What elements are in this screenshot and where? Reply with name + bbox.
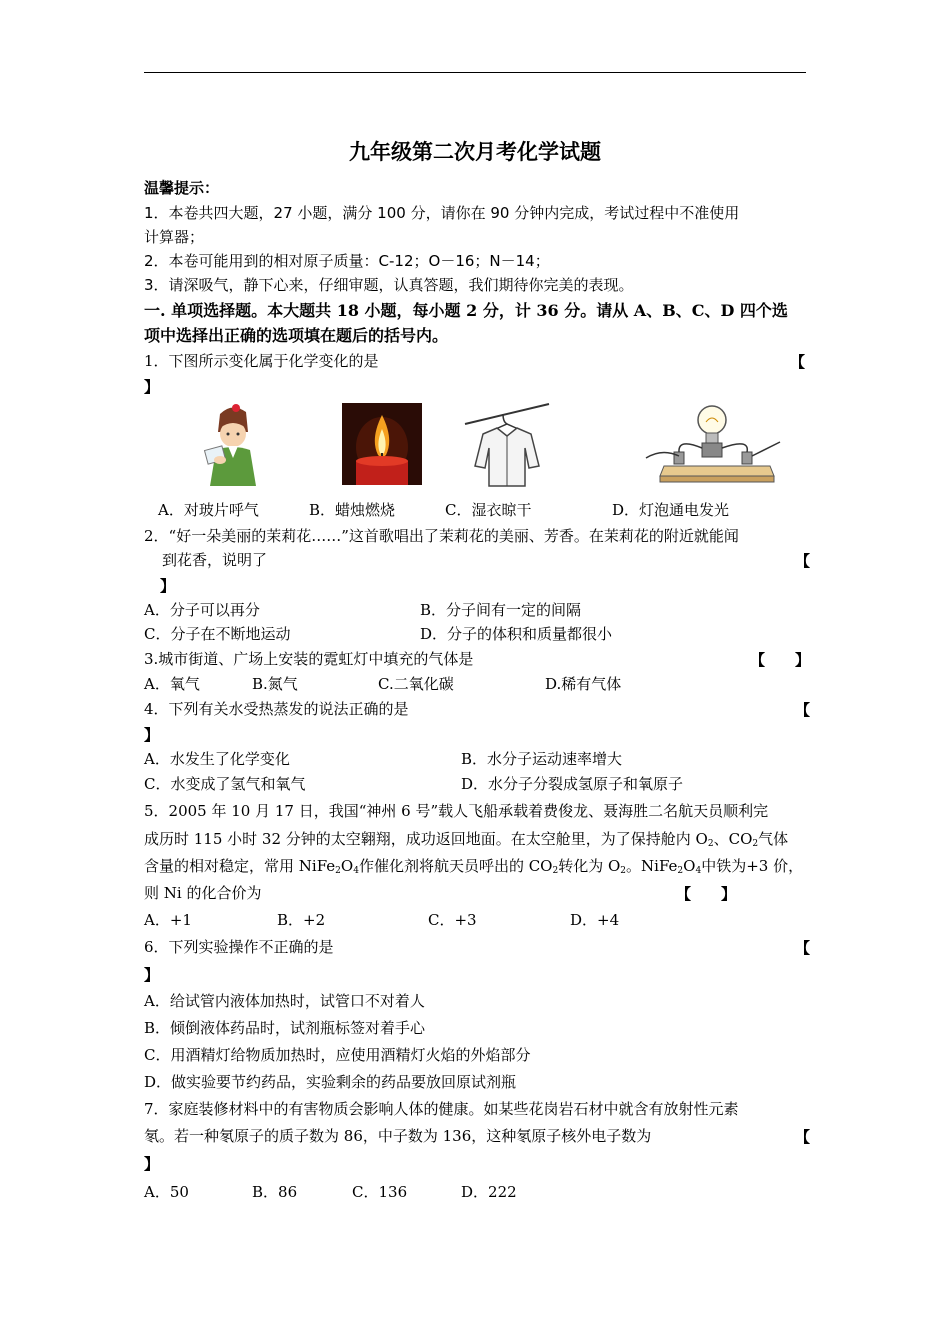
q3-option-b: B.氮气 (252, 675, 298, 693)
q1-option-c: C．湿衣晾干 (445, 501, 532, 519)
q2-bracket-close: 】 (160, 577, 176, 595)
q1-bracket-close: 】 (144, 378, 160, 396)
tip-1-cont: 计算器； (144, 228, 205, 246)
q1-stem: 1．下图所示变化属于化学变化的是 (144, 352, 379, 370)
light-bulb-circuit-image (642, 398, 782, 484)
q5-stem-1: 5．2005 年 10 月 17 日，我国“神州 6 号”载人飞船承载着费俊龙、聂海胜二名航天员顺利完 (144, 802, 769, 820)
q4-bracket-open: 【 (795, 701, 811, 719)
q7-stem-2: 氡。若一种氡原子的质子数为 86，中子数为 136，这种氡原子核外电子数为 (144, 1127, 652, 1145)
q2-option-c: C．分子在不断地运动 (144, 625, 291, 643)
q5-stem-2: 成历时 115 小时 32 分钟的太空翱翔，成功返回地面。在太空舱里，为了保持舱内 $O_2$、$CO_2$气体 (144, 830, 789, 849)
q1-option-a: A．对玻片呼气 (158, 501, 259, 519)
q7-option-a: A．50 (144, 1183, 189, 1201)
q2-option-d: D．分子的体积和质量都很小 (420, 625, 613, 643)
candle-burning-image (342, 403, 422, 485)
q4-option-c: C．水变成了氢气和氧气 (144, 775, 306, 793)
q4-bracket-close: 】 (144, 726, 160, 744)
q5-stem-3: 含量的相对稳定，常用 $NiFe_2O_4$作催化剂将航天员呼出的 $CO_2$转化为 $O_2$。$NiFe_2O_4$中铁为+3 价， (144, 857, 804, 876)
q3-stem: 3.城市街道、广场上安装的霓虹灯中填充的气体是 (144, 650, 474, 668)
q5-bracket: 【 】 (676, 885, 737, 903)
tip-1: 1．本卷共四大题，27 小题，满分 100 分，请你在 90 分钟内完成，考试过程中不准使用 (144, 204, 740, 222)
q7-option-b: B．86 (252, 1183, 298, 1201)
header-rule (144, 72, 806, 73)
q7-stem-1: 7．家庭装修材料中的有害物质会影响人体的健康。如某些花岗岩石材中就含有放射性元素 (144, 1100, 739, 1118)
section-heading-cont: 项中选择出正确的选项填在题后的括号内。 (144, 326, 449, 345)
q1-option-b: B．蜡烛燃烧 (309, 501, 396, 519)
tip-3: 3．请深吸气，静下心来，仔细审题，认真答题，我们期待你完美的表现。 (144, 276, 634, 294)
q5-option-d: D．+4 (570, 911, 620, 929)
q7-bracket-open: 【 (795, 1128, 811, 1146)
q4-option-d: D．水分子分裂成氢原子和氧原子 (461, 775, 684, 793)
q2-stem: 2．“好一朵美丽的茉莉花……”这首歌唱出了茉莉花的美丽、芳香。在茉莉花的附近就能闻 (144, 527, 739, 545)
page-title: 九年级第二次月考化学试题 (349, 140, 601, 164)
q6-option-c: C．用酒精灯给物质加热时，应使用酒精灯火焰的外焰部分 (144, 1046, 531, 1064)
q2-option-b: B．分子间有一定的间隔 (420, 601, 582, 619)
q3-option-c: C.二氧化碳 (378, 675, 454, 693)
q5-option-b: B．+2 (277, 911, 326, 929)
q6-bracket-close: 】 (144, 966, 160, 984)
tip-2: 2．本卷可能用到的相对原子质量：C-12；O－16；N－14； (144, 252, 550, 270)
q4-option-a: A．水发生了化学变化 (144, 750, 290, 768)
q5-option-a: A．+1 (144, 911, 192, 929)
q3-option-a: A．氧气 (144, 675, 200, 693)
q2-option-a: A．分子可以再分 (144, 601, 260, 619)
q2-bracket-open: 【 (795, 552, 811, 570)
q4-option-b: B．水分子运动速率增大 (461, 750, 623, 768)
q2-stem-cont: 到花香，说明了 (162, 551, 268, 569)
q1-bracket-open: 【 (790, 353, 806, 371)
q4-stem: 4．下列有关水受热蒸发的说法正确的是 (144, 700, 409, 718)
q5-option-c: C．+3 (428, 911, 477, 929)
q1-option-d: D．灯泡通电发光 (612, 501, 730, 519)
q7-option-d: D．222 (461, 1183, 517, 1201)
q6-option-d: D．做实验要节约药品，实验剩余的药品要放回原试剂瓶 (144, 1073, 517, 1091)
q5-stem-4: 则 Ni 的化合价为 (144, 884, 262, 902)
q6-stem: 6．下列实验操作不正确的是 (144, 938, 334, 956)
q6-option-b: B．倾倒液体药品时，试剂瓶标签对着手心 (144, 1019, 426, 1037)
q7-bracket-close: 】 (144, 1155, 160, 1173)
tips-heading: 温馨提示： (144, 179, 220, 197)
q6-bracket-open: 【 (795, 939, 811, 957)
q7-option-c: C．136 (352, 1183, 408, 1201)
q3-option-d: D.稀有气体 (545, 675, 622, 693)
q6-option-a: A．给试管内液体加热时，试管口不对着人 (144, 992, 425, 1010)
girl-breathing-on-glass-image (200, 402, 264, 488)
q3-bracket: 【 】 (750, 651, 811, 669)
wet-clothes-drying-image (463, 402, 551, 488)
section-heading: 一. 单项选择题。本大题共 18 小题，每小题 2 分，计 36 分。请从 A、B、C、D 四个选 (144, 301, 788, 320)
